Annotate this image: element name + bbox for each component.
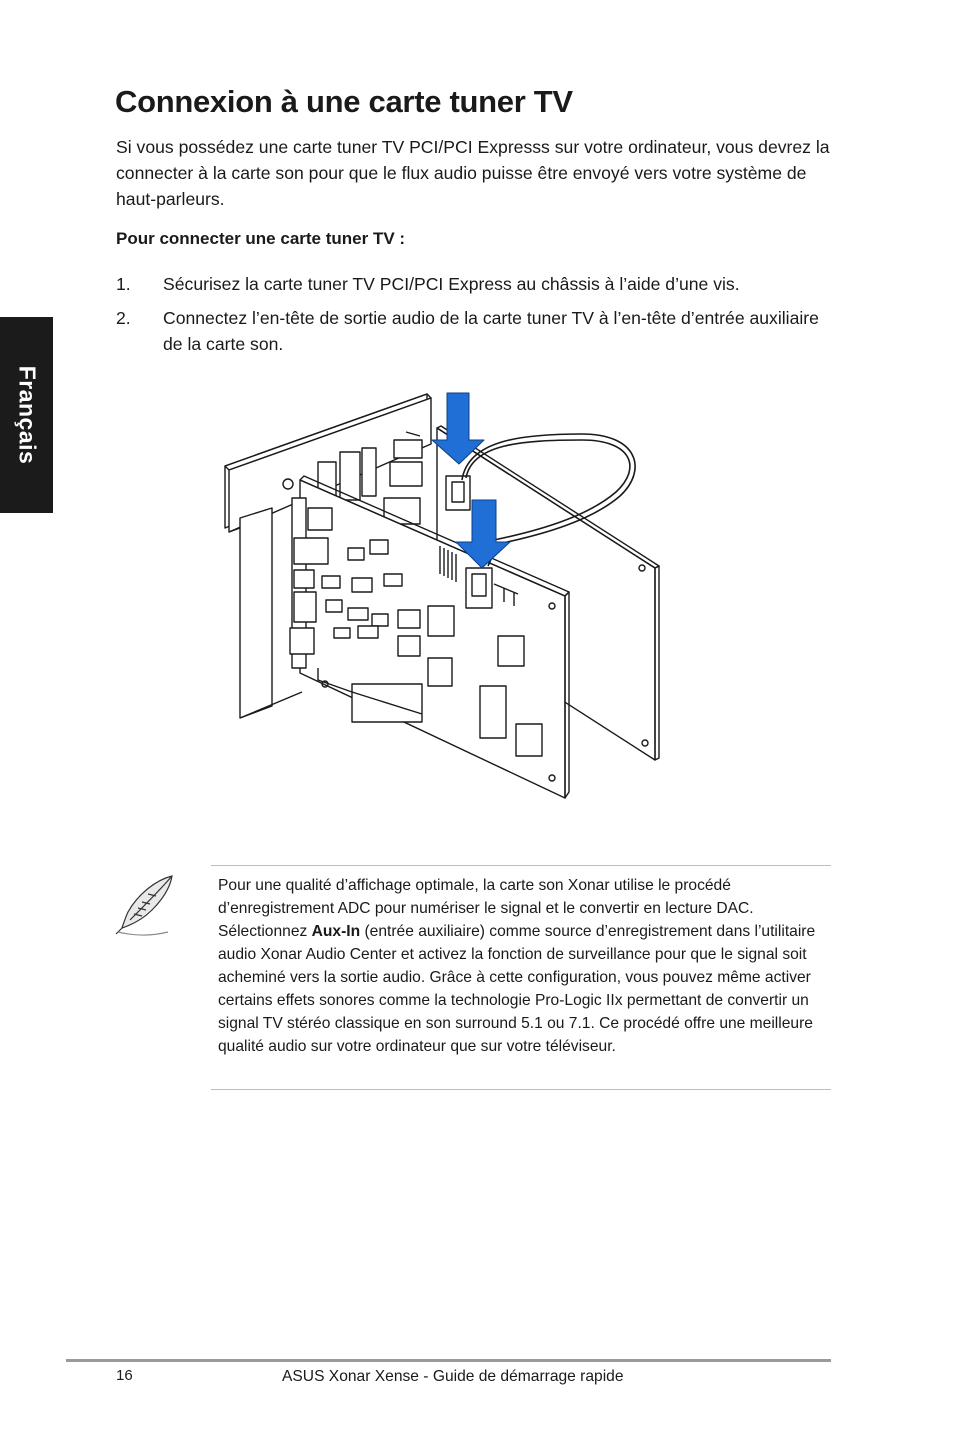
procedure-heading: Pour connecter une carte tuner TV : [116,229,406,248]
tuner-audio-header [446,476,470,510]
step-text: Connectez l’en-tête de sortie audio de la carte tuner TV à l’en-tête d’entrée auxiliaire de la carte son. [163,308,819,354]
note-bottom-divider [211,1089,831,1090]
note-bold-term: Aux-In [311,923,361,940]
step-text: Sécurisez la carte tuner TV PCI/PCI Express au châssis à l’aide d’une vis. [163,274,740,294]
page-number: 16 [116,1367,133,1384]
step-number: 2. [116,308,131,328]
footer-divider [66,1359,831,1362]
intro-paragraph: Si vous possédez une carte tuner TV PCI/PCI Expresss sur votre ordinateur, vous devrez la connecter à la carte son pour que le flux audio puisse être envoyé vers votre système de haut-parleurs. [116,137,830,209]
note-text-part: (entrée auxiliaire) comme source d’enregistrement dans l’utilitaire audio Xonar Audio Center et activez la fonction de surveillance pour que le signal soit acheminé vers la sortie audio. Grâce à cette configuration, vous pouvez même activer certains effets sonores comme la technologie Pro-Logic IIx permettant de convertir un signal TV stéréo classique en son surround 5.1 ou 7.1. Ce procédé offre une meilleure qualité audio sur votre ordinateur que sur votre téléviseur. [218,923,816,1055]
note-top-divider [211,865,831,866]
footer-title: ASUS Xonar Xense - Guide de démarrage rapide [282,1368,624,1385]
page-title: Connexion à une carte tuner TV [115,84,573,119]
note-text [218,874,830,1058]
feather-pen-note-icon [112,872,180,938]
step-number: 1. [116,274,131,294]
step-1 [116,271,836,297]
note-text-part: Pour une qualité d’affichage optimale, la carte son Xonar utilise le procédé d’enregistrement ADC pour numériser le signal et le convertir en lecture DAC. Sélectionnez [218,877,754,940]
language-side-tab [0,317,53,513]
step-2 [116,305,836,357]
language-label: Français [14,365,40,465]
tv-tuner-card-connection-illustration [222,388,662,808]
